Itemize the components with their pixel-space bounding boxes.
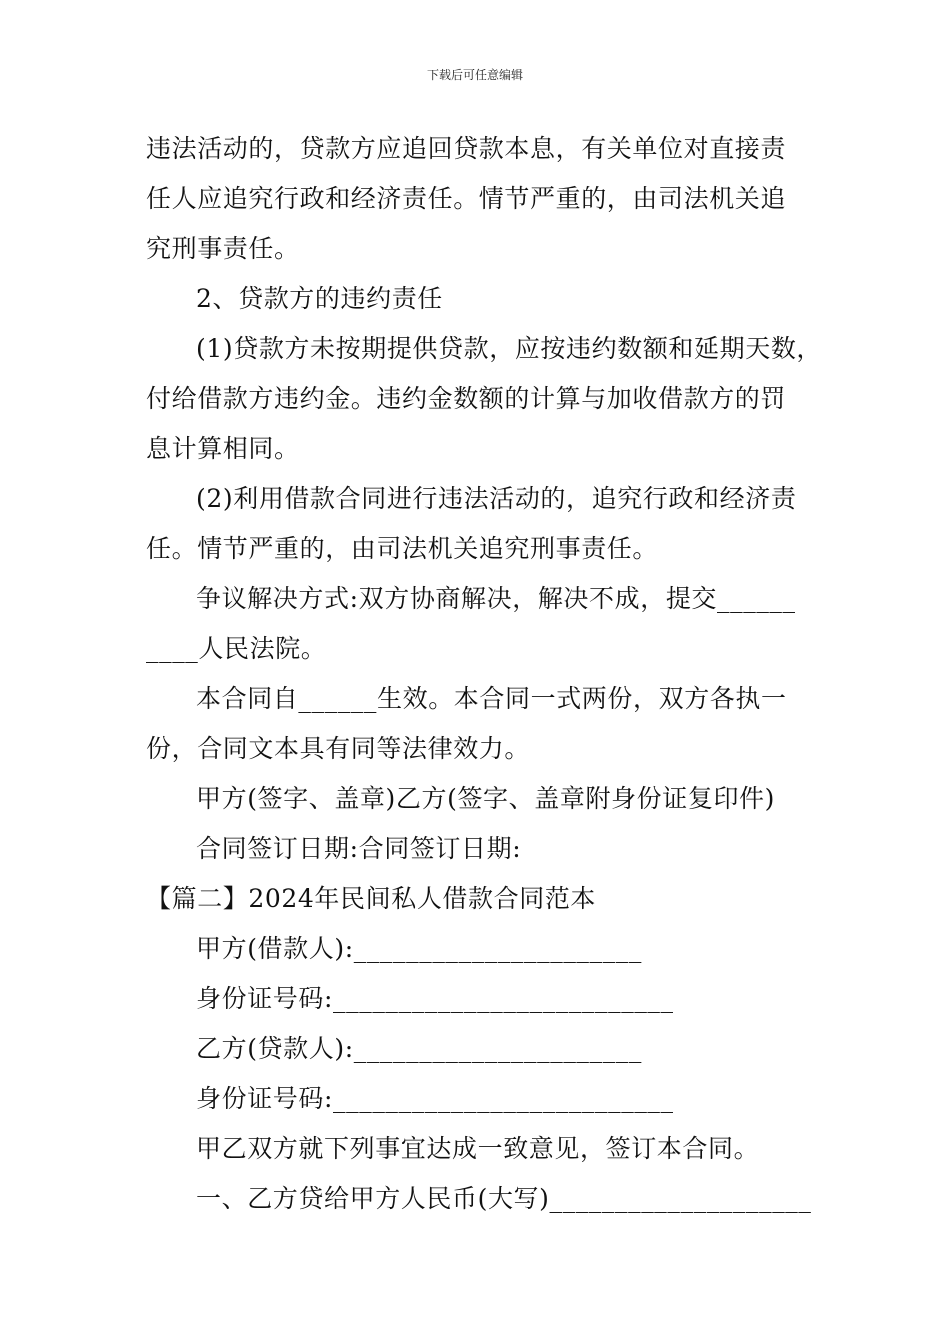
form-field-party-b: 乙方(贷款人):______________________	[196, 1034, 642, 1063]
body-line: 违法活动的，贷款方应追回贷款本息，有关单位对直接责	[146, 134, 787, 163]
body-line: (2)利用借款合同进行违法活动的，追究行政和经济责	[196, 484, 797, 513]
body-line: 息计算相同。	[146, 434, 300, 463]
body-line: 争议解决方式:双方协商解决，解决不成，提交______	[196, 584, 796, 613]
page-header-note: 下载后可任意编辑	[426, 68, 523, 82]
form-field-id-a: 身份证号码:__________________________	[196, 984, 674, 1013]
body-line: 任。情节严重的，由司法机关追究刑事责任。	[146, 534, 659, 563]
body-line: 份，合同文本具有同等法律效力。	[146, 734, 531, 763]
signature-line: 甲方(签字、盖章)乙方(签字、盖章附身份证复印件)	[196, 784, 776, 813]
section-heading: 2、贷款方的违约责任	[196, 284, 443, 313]
body-line: 本合同自______生效。本合同一式两份，双方各执一	[196, 684, 787, 713]
signing-date-line: 合同签订日期:合同签订日期:	[196, 834, 522, 863]
body-line: 究刑事责任。	[146, 234, 300, 263]
chapter-title: 【篇二】2024年民间私人借款合同范本	[146, 884, 597, 913]
body-line: 任人应追究行政和经济责任。情节严重的，由司法机关追	[146, 184, 787, 213]
clause-1-line: 一、乙方贷给甲方人民币(大写)____________________	[196, 1184, 812, 1213]
body-line: 付给借款方违约金。违约金数额的计算与加收借款方的罚	[146, 384, 787, 413]
form-field-id-b: 身份证号码:__________________________	[196, 1084, 674, 1113]
form-field-party-a: 甲方(借款人):______________________	[196, 934, 642, 963]
body-line: ____人民法院。	[146, 634, 327, 663]
body-line: (1)贷款方未按期提供贷款，应按违约数额和延期天数，	[196, 334, 823, 363]
body-line: 甲乙双方就下列事宜达成一致意见，签订本合同。	[196, 1134, 760, 1163]
